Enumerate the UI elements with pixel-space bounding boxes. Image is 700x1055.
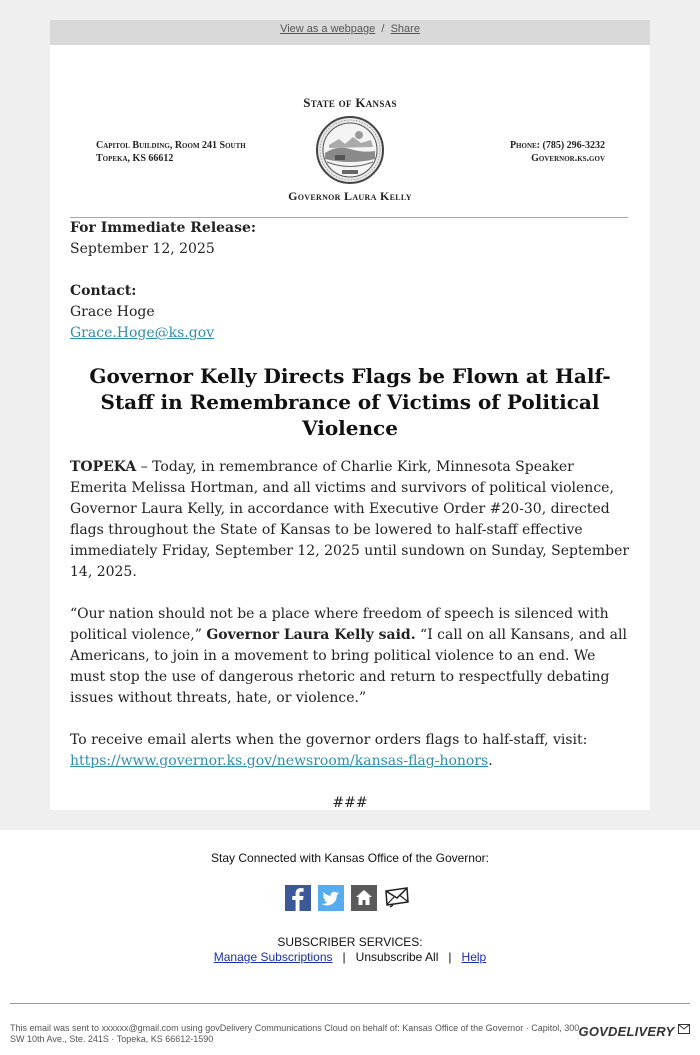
email-icon[interactable] [384, 885, 410, 911]
view-as-webpage-link[interactable]: View as a webpage [280, 23, 376, 35]
alerts-text: To receive email alerts when the governor orders flags to half-staff, visit: [70, 732, 588, 748]
facebook-icon[interactable] [285, 885, 311, 911]
paragraph-1-text: – Today, in remembrance of Charlie Kirk, Minnesota Speaker Emerita Melissa Hortman, and all victims and survivors of political violence, Governor Laura Kelly, in accordance with Executive Order #20-30, directed flags throughout the State of Kansas to be lowered to half-staff effective immediately Friday, September 12, 2025 until sundown on Sunday, September 14, 2025. [70, 459, 630, 580]
govdelivery-logo[interactable] [579, 1024, 690, 1039]
govdelivery-text: GOVDELIVERY [578, 1024, 675, 1039]
address-line-2: Topeka, KS 66612 [96, 153, 174, 164]
dateline: TOPEKA [70, 459, 137, 475]
release-label: For Immediate Release: [70, 220, 257, 236]
email-footer [0, 830, 700, 1055]
contact-email-link[interactable]: Grace.Hoge@ks.gov [70, 325, 215, 341]
stay-connected-text: Stay Connected with Kansas Office of the Governor: [211, 851, 489, 865]
help-link[interactable]: Help [461, 950, 487, 964]
phone-number: Phone: (785) 296-3232 [509, 140, 605, 151]
address-block [96, 139, 246, 165]
subscriber-services [0, 935, 700, 965]
contact-block [510, 139, 605, 165]
paragraph-quote [70, 604, 630, 709]
alerts-period: . [488, 753, 493, 769]
sep-1: | [342, 950, 346, 964]
letterhead [50, 45, 650, 203]
manage-subscriptions-link[interactable]: Manage Subscriptions [213, 950, 333, 964]
paragraph-alerts [70, 730, 630, 772]
state-title: State of Kansas [303, 95, 397, 110]
home-icon[interactable] [351, 885, 377, 911]
quote-end: “I call on all Kansans, and all Americans, to join in a movement to bring political violence to an end. We must stop the use of dangerous rhetoric and return to respectfully debating issues without threats, hate, or violence.” [70, 627, 627, 706]
paragraph-1 [70, 457, 630, 583]
footer-divider [10, 1003, 690, 1004]
social-links [285, 885, 410, 911]
kansas-seal-icon [315, 115, 385, 185]
sep-2: | [448, 950, 452, 964]
governor-name: Governor Laura Kelly [288, 189, 412, 203]
contact-label: Contact: [70, 283, 137, 299]
flag-honors-link[interactable]: https://www.governor.ks.gov/newsroom/kansas-flag-honors [70, 753, 489, 769]
unsubscribe-all-text[interactable]: Unsubscribe All [355, 950, 439, 964]
press-release-body [70, 218, 630, 814]
release-date: September 12, 2025 [70, 241, 215, 257]
end-mark: ### [332, 795, 368, 811]
twitter-icon[interactable] [318, 885, 344, 911]
address-line-1: Capitol Building, Room 241 South [96, 140, 246, 151]
quote-attribution: Governor Laura Kelly said. [206, 627, 416, 643]
quote-start: “Our nation should not be a place where freedom of speech is silenced with political violence,” [70, 606, 609, 643]
website-text: Governor.ks.gov [531, 153, 605, 164]
footer-disclaimer: This email was sent to xxxxxx@gmail.com using govDelivery Communications Cloud on behalf of: Kansas Office of the Governor · Capitol, 300 SW 10th Ave., Ste. 241S · Topeka, KS 66612-1590 [10, 1023, 580, 1044]
subscriber-heading: SUBSCRIBER SERVICES: [277, 935, 423, 949]
govdelivery-mail-icon [678, 1024, 690, 1034]
contact-name: Grace Hoge [70, 304, 155, 320]
share-link[interactable]: Share [390, 23, 420, 35]
email-container [50, 20, 650, 810]
top-bar [50, 20, 650, 45]
topbar-separator: / [381, 23, 385, 35]
headline: Governor Kelly Directs Flags be Flown at Half-Staff in Remembrance of Victims of Political Violence [89, 364, 611, 440]
